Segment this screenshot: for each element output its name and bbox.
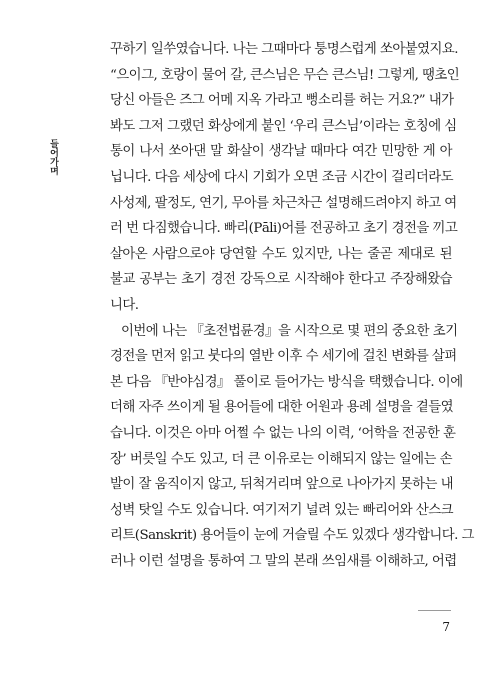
text-line: 러 번 다짐했습니다. 빠리(Pāli)어를 전공하고 초기 경전을 끼고 <box>110 221 458 237</box>
page-number: 7 <box>442 620 450 634</box>
footer-rule <box>418 610 451 611</box>
text-line: 장’ 버릇일 수도 있고, 더 큰 이유로는 이해되지 않는 일에는 손 <box>110 451 452 467</box>
body-text <box>110 37 474 574</box>
text-line: 사성제, 팔정도, 연기, 무아를 차근차근 설명해드려야지 하고 여 <box>110 195 457 211</box>
text-line: 이번에 나는 『초전법륜경』을 시작으로 몇 편의 중요한 초기 <box>121 323 458 339</box>
text-line: 습니다. 이것은 아마 어쩔 수 없는 나의 이력, ‘어학을 전공한 훈 <box>110 425 456 441</box>
text-line: 더해 자주 쓰이게 될 용어들에 대한 어원과 용례 설명을 곁들였 <box>110 400 453 416</box>
text-line: 당신 아들은 즈그 어메 지옥 가라고 뻥소리를 허는 거요?” 내가 <box>110 93 454 109</box>
text-line: 꾸하기 일쑤였습니다. 나는 그때마다 퉁명스럽게 쏘아붙였지요. <box>110 42 458 57</box>
text-line: 성벽 탓일 수도 있습니다. 여기저기 널려 있는 빠리어와 산스크 <box>110 502 453 518</box>
text-line: 불교 공부는 초기 경전 강독으로 시작해야 한다고 주장해왔습 <box>110 272 452 288</box>
text-line: 경전을 먼저 읽고 붓다의 열반 이후 수 세기에 걸친 변화를 살펴 <box>110 349 457 365</box>
text-line: 러나 이런 설명을 통하여 그 말의 본래 쓰임새를 이해하고, 어렵 <box>110 553 457 569</box>
text-line: 닙니다. 다음 세상에 다시 기회가 오면 조금 시간이 걸리더라도 <box>110 169 453 185</box>
paragraph-1 <box>110 37 460 319</box>
section-side-label: 들어가며 <box>48 139 58 175</box>
text-line: 리트(Sanskrit) 용어들이 눈에 거슬릴 수도 있겠다 생각합니다. 그 <box>110 528 474 544</box>
paragraph-2 <box>110 319 474 575</box>
text-line: 살아온 사람으로야 당연할 수도 있지만, 나는 줄곧 제대로 된 <box>110 246 452 262</box>
text-line: “으이그, 호랑이 물어 갈, 큰스님은 무슨 큰스님! 그렇게, 땡초인 <box>110 67 460 83</box>
text-line: 본 다음 『반야심경』 풀이로 들어가는 방식을 택했습니다. 이에 <box>110 374 463 390</box>
text-line: 통이 나서 쏘아댄 말 화살이 생각날 때마다 여간 민망한 게 아 <box>110 144 452 160</box>
text-line: 봐도 그저 그랬던 화상에게 붙인 ‘우리 큰스님’이라는 호칭에 심 <box>110 118 457 134</box>
text-line: 니다. <box>110 297 139 313</box>
text-line: 발이 잘 움직이지 않고, 뒤척거리며 앞으로 나아가지 못하는 내 <box>110 477 453 493</box>
